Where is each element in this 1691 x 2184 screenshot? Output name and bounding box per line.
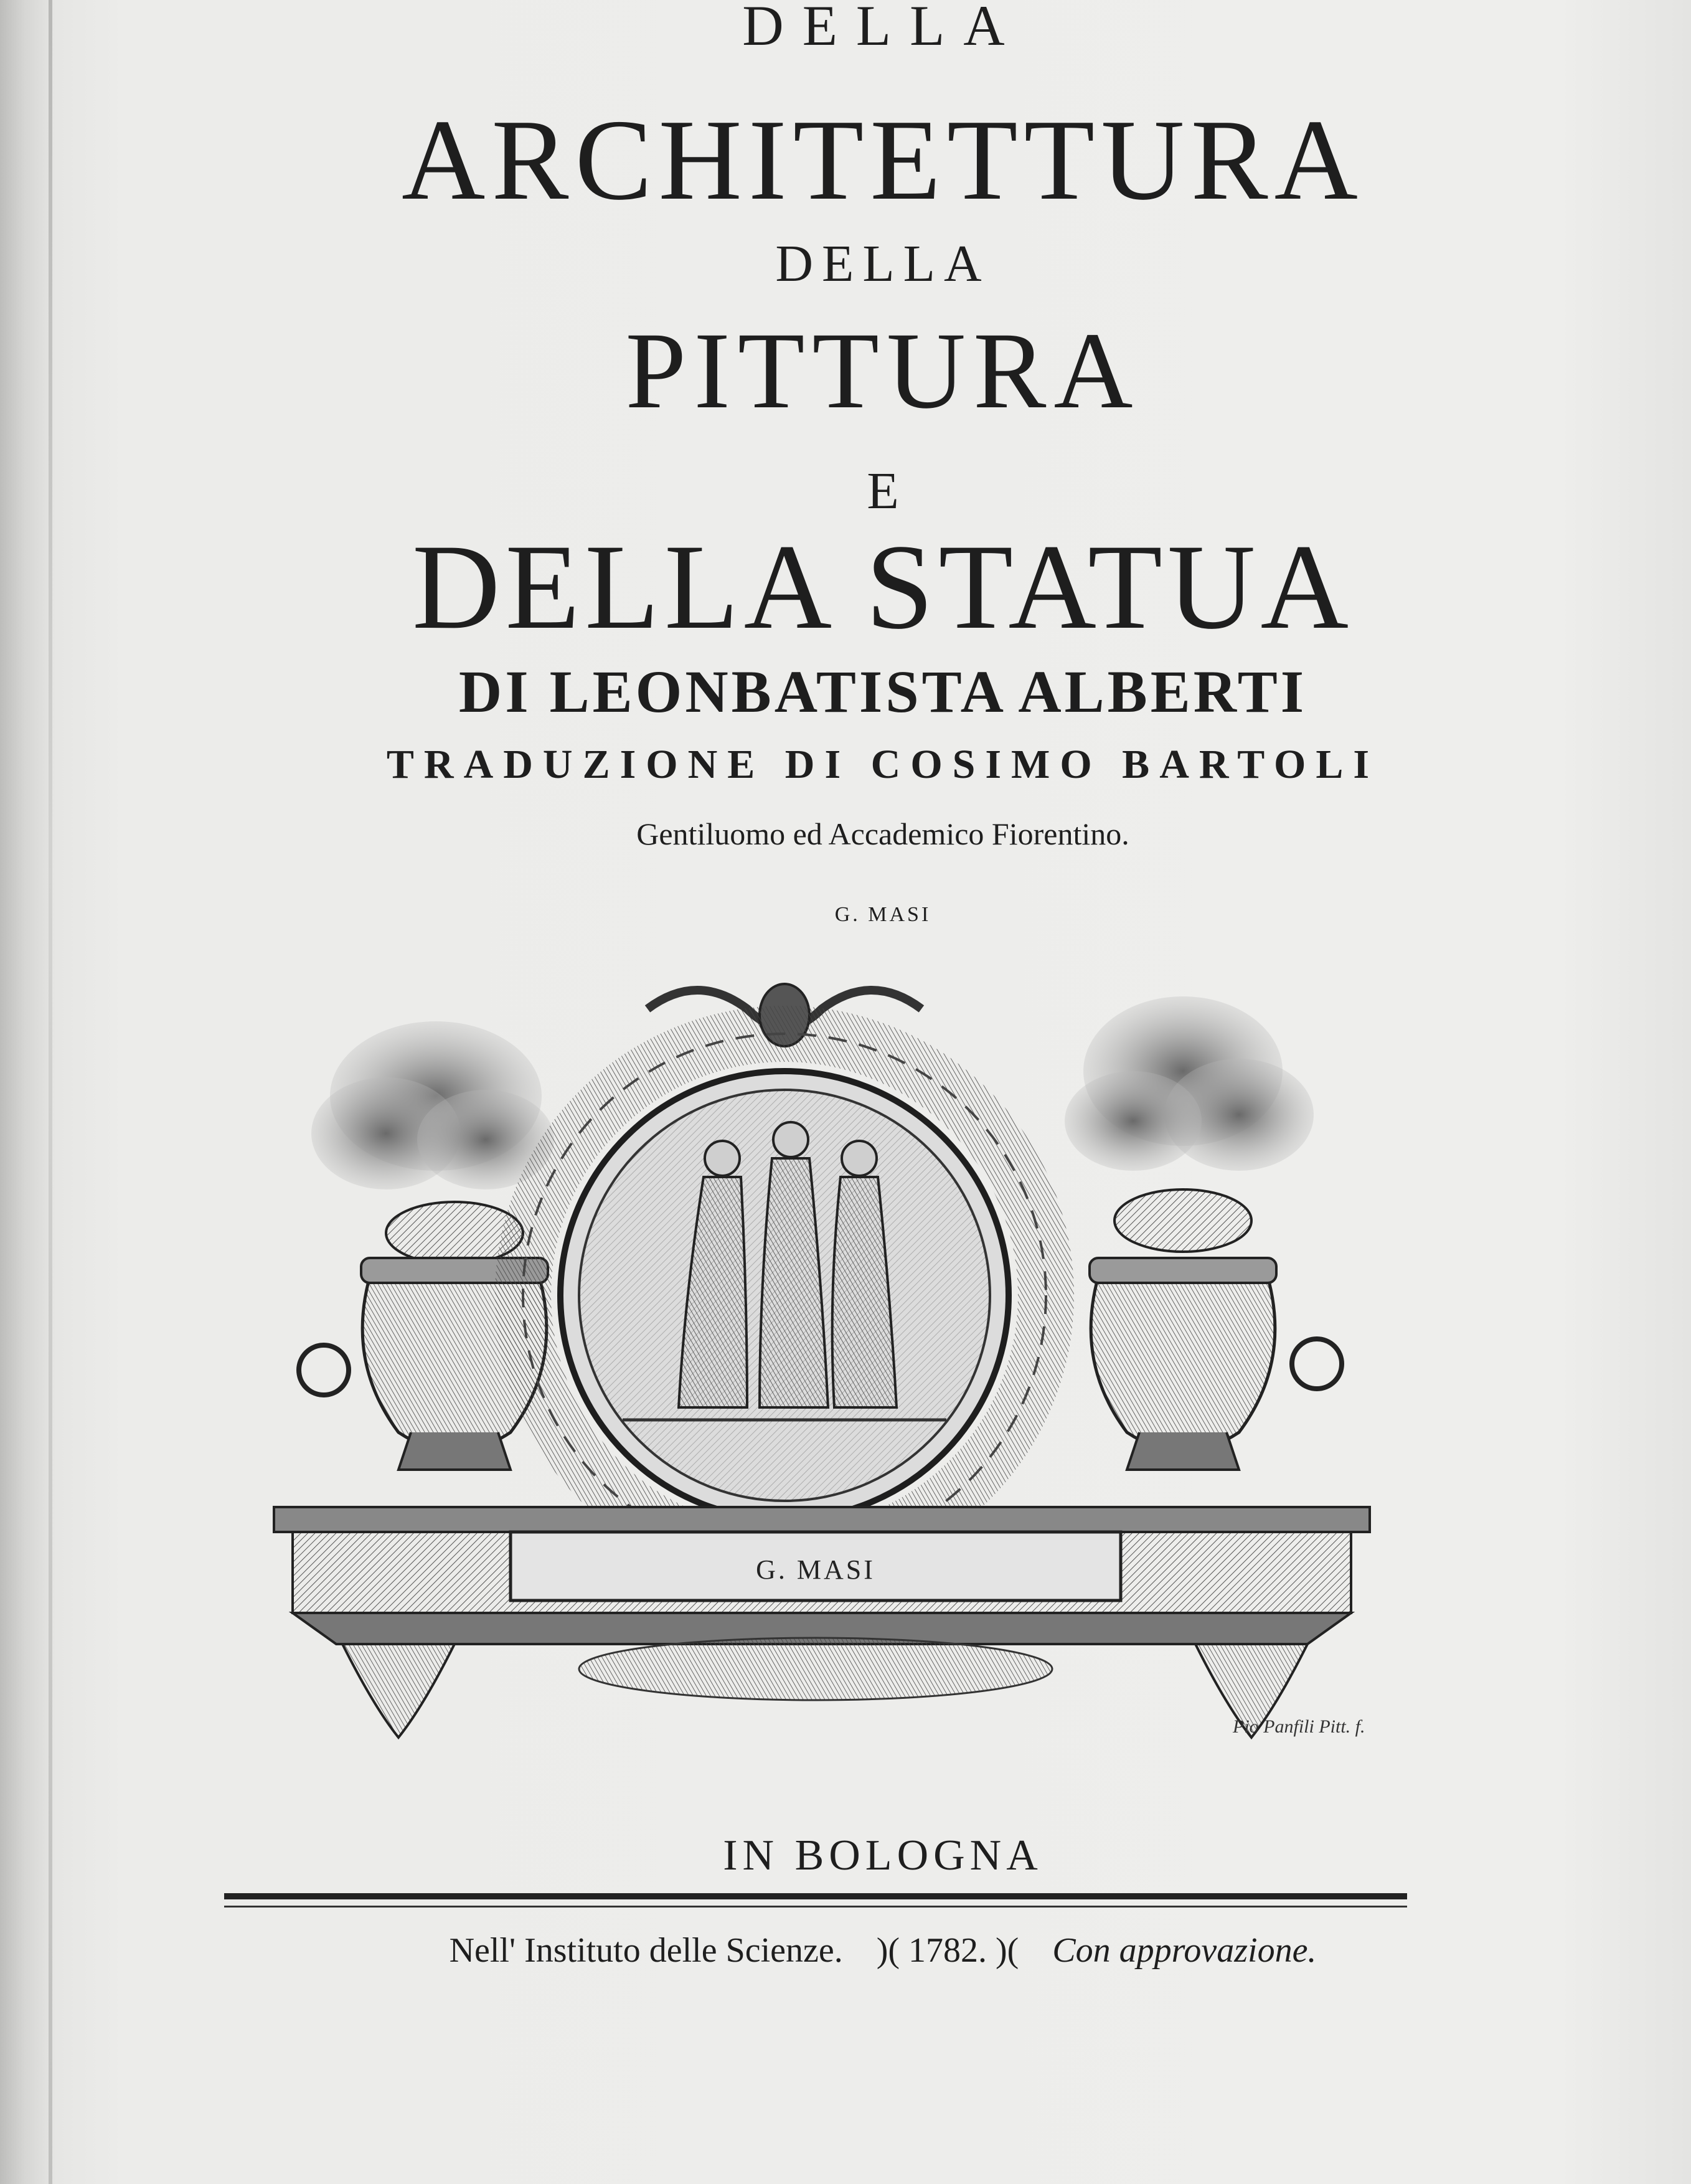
title-della-2: DELLA <box>775 235 991 293</box>
imprint-publisher: Nell' Instituto delle Scienze. <box>449 1931 843 1970</box>
allegorical-figures <box>679 1122 897 1407</box>
imprint-rule-thin <box>224 1906 1407 1907</box>
right-urn <box>1090 1189 1342 1470</box>
title-pittura: PITTURA <box>625 310 1141 432</box>
imprint-line <box>0 1931 1691 1970</box>
imprint-year: )( 1782. )( <box>876 1931 1019 1970</box>
imprint-city: IN BOLOGNA <box>723 1832 1043 1879</box>
translation-line: TRADUZIONE DI COSIMO BARTOLI <box>386 742 1380 787</box>
author-line: DI LEONBATISTA ALBERTI <box>458 658 1307 725</box>
imprint-approval: Con approvazione. <box>1052 1931 1317 1970</box>
engraved-vignette <box>249 971 1395 1756</box>
title-e: E <box>867 462 899 520</box>
plinth <box>274 1507 1370 1737</box>
signature-masi-top: G. MASI <box>834 903 931 926</box>
engraver-credit: Pio Panfili Pitt. f. <box>1233 1716 1365 1737</box>
imprint-rule-thick <box>224 1893 1407 1899</box>
title-architettura: ARCHITETTURA <box>402 96 1364 224</box>
left-urn-smoke <box>311 1021 554 1189</box>
title-della-statua: DELLA STATUA <box>412 519 1354 655</box>
title-della-1: DELLA <box>742 0 1024 57</box>
translator-title: Gentiluomo ed Accademico Fiorentino. <box>636 816 1129 851</box>
right-urn-smoke <box>1065 996 1314 1171</box>
plinth-label-masi: G. MASI <box>756 1554 875 1585</box>
medallion-three-arts <box>560 1071 1009 1520</box>
